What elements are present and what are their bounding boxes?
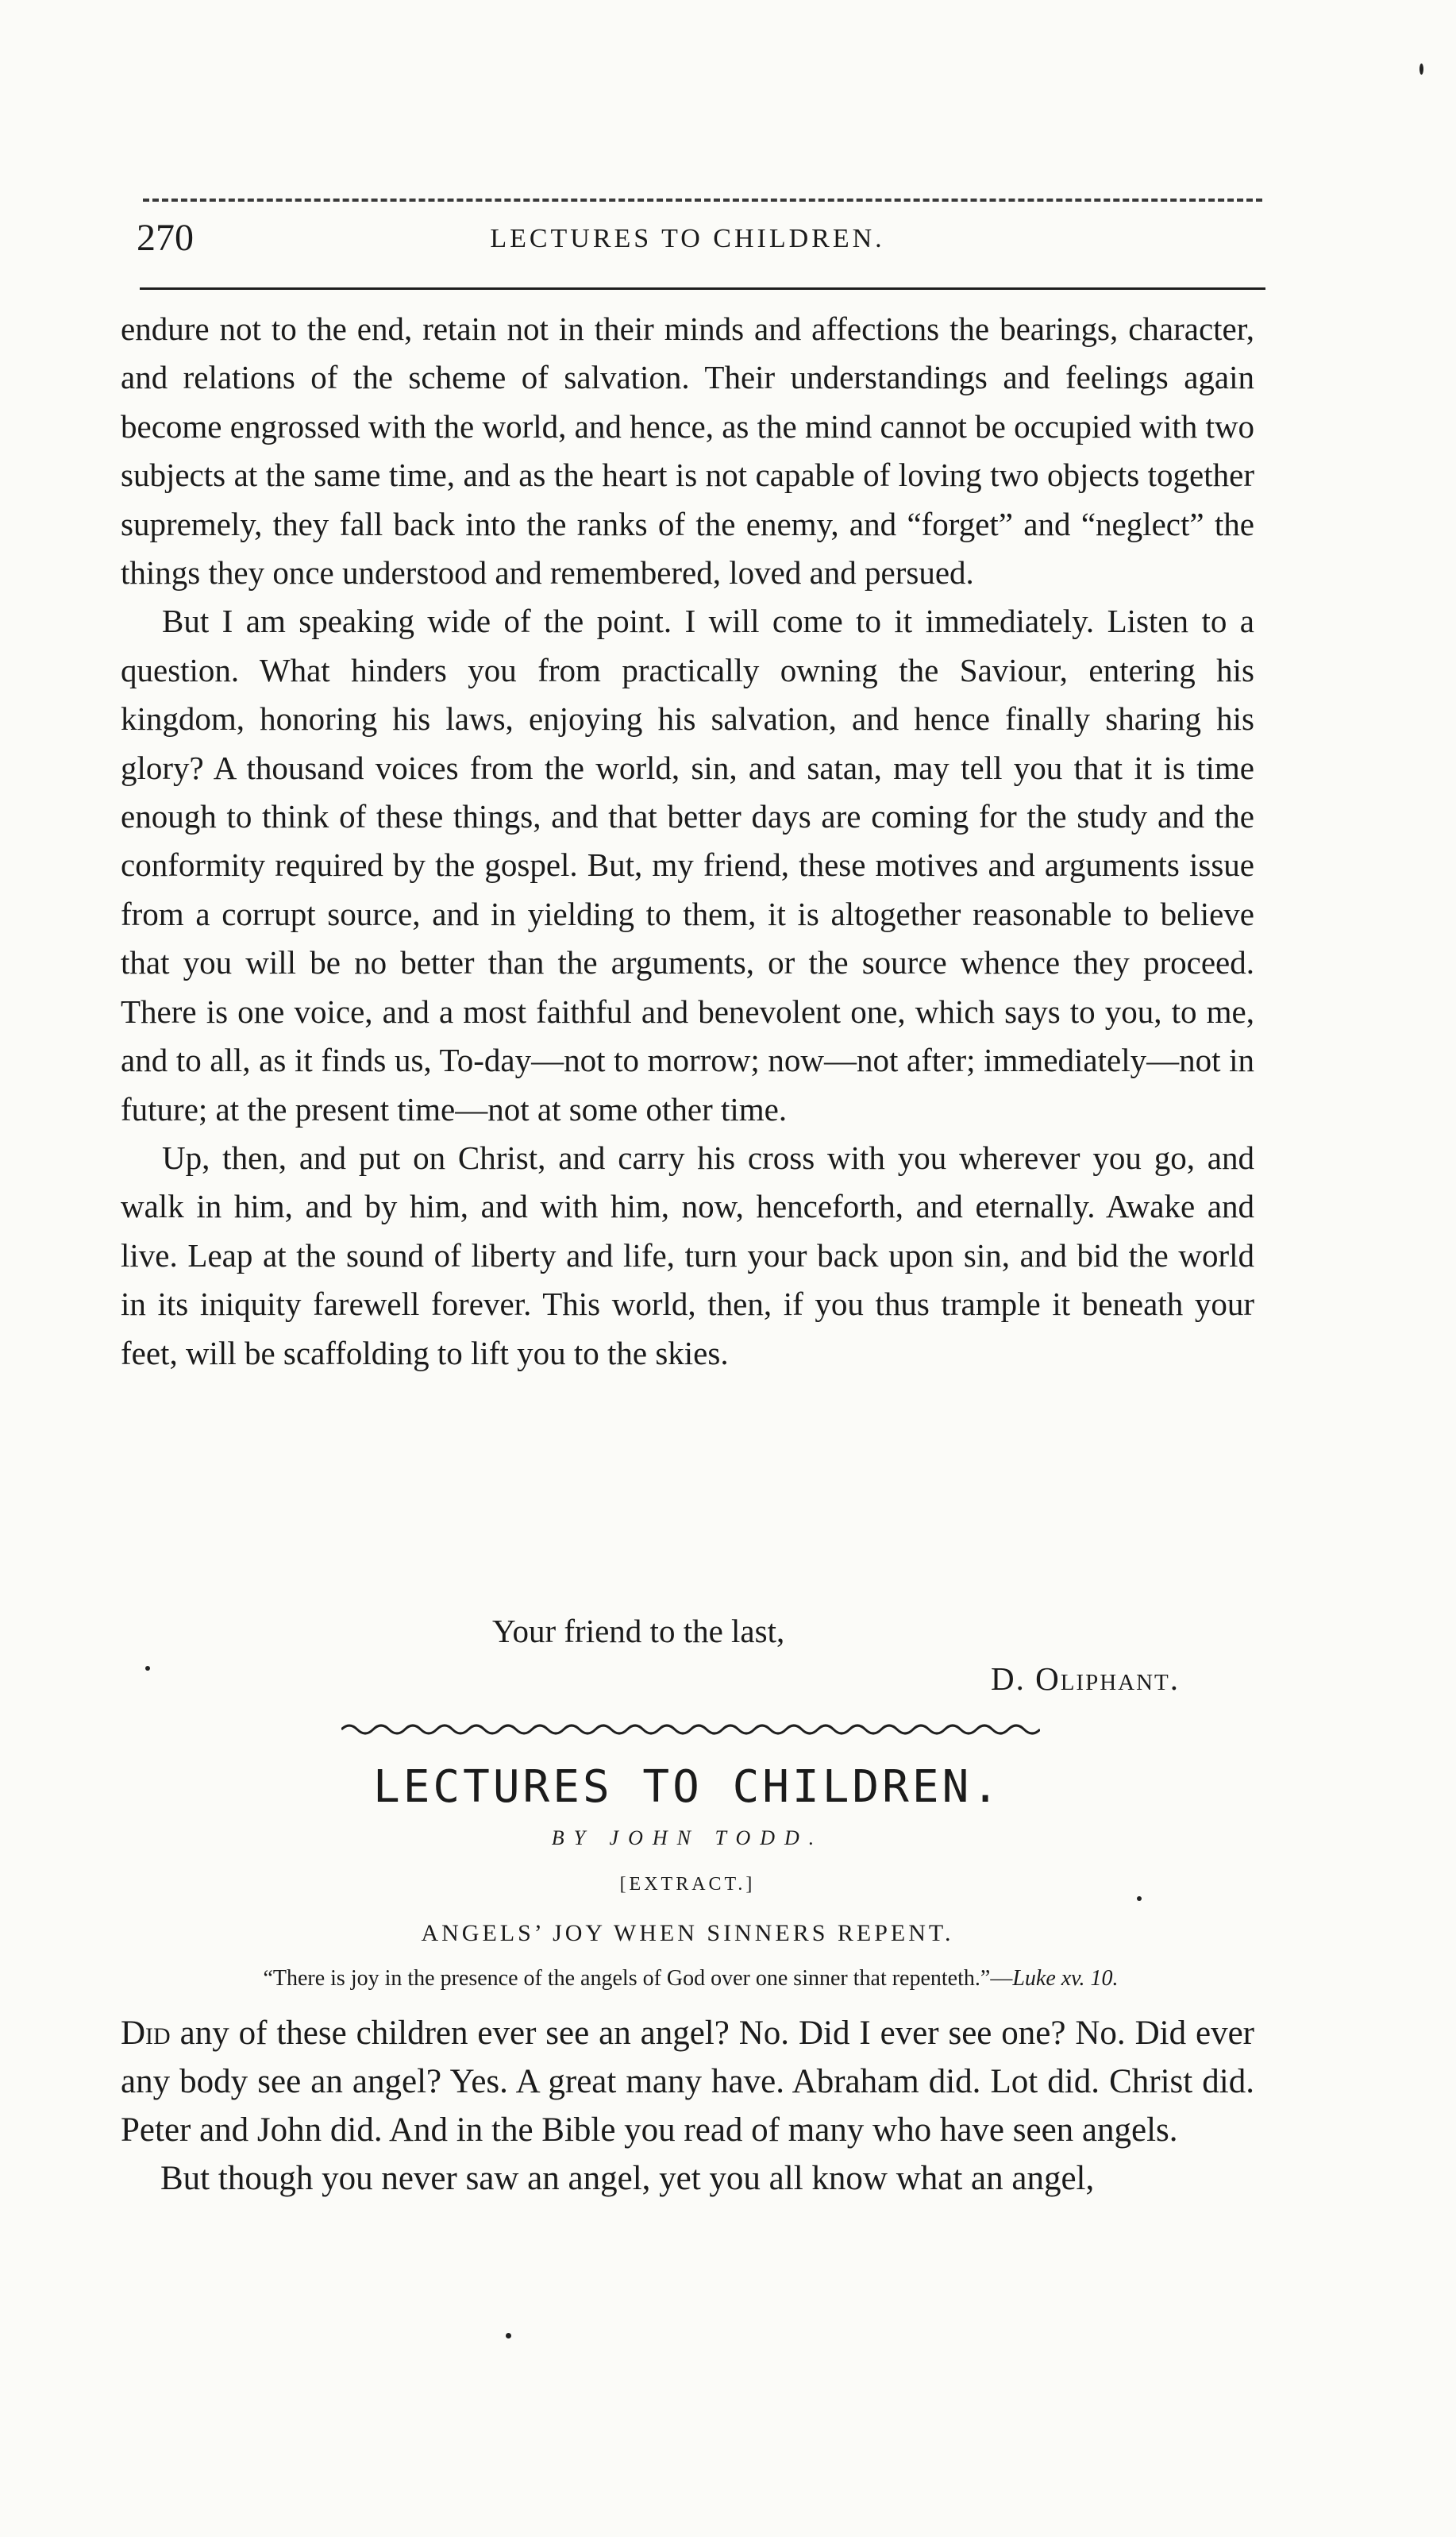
lead-word: Did xyxy=(121,2015,171,2052)
lecture-paragraph-text: any of these children ever see an angel? No. Did I ever see one? No. Did ever any body see an angel? Yes. A great many have. Abraham did. Lot did. Christ did. Peter and John did. And in the Bible you read of many who have seen angels. xyxy=(121,2015,1254,2149)
wavy-divider xyxy=(341,1722,1040,1737)
letter-paragraph: endure not to the end, retain not in their minds and affections the bearings, character, and relations of the scheme of salvation. Their understandings and feelings again become engrossed with the world, and hence, as the mind cannot be occupied with two subjects at the same time, and as the heart is not capable of loving two objects together supremely, they fall back into the ranks of the enemy, and “forget” and “neglect” the things they once understood and remembered, loved and persued. xyxy=(121,310,1254,592)
section-heading: ANGELS’ JOY WHEN SINNERS REPENT. xyxy=(421,1920,954,1946)
epigraph-reference: Luke xv. 10. xyxy=(1012,1966,1119,1991)
letter-paragraph: Up, then, and put on Christ, and carry his cross with you wherever you go, and walk in him, and by him, and with him, now, henceforth, and eternally. Awake and live. Leap at the sound of liberty and life, turn your back upon sin, and bid the world in its iniquity farewell forever. This world, then, if you thus trample it beneath your feet, will be scaffolding to lift you to the skies. xyxy=(121,1139,1254,1371)
ink-speck xyxy=(145,1666,150,1671)
article-title: LECTURES TO CHILDREN. xyxy=(372,1761,1002,1813)
lecture-paragraph xyxy=(121,2009,1254,2154)
letter-closing: Your friend to the last, xyxy=(492,1613,785,1649)
ink-speck xyxy=(1419,64,1423,75)
letter-paragraph: But I am speaking wide of the point. I will come to it immediately. Listen to a question. What hinders you from practically owning the Saviour, entering his kingdom, honoring his laws, enjoying his salvation, and hence finally sharing his glory? A thousand voices from the world, sin, and satan, may tell you that it is time enough to think of these things, and that better days are coming for the study and the conformity required by the gospel. But, my friend, these motives and arguments issue from a corrupt source, and in yielding to them, it is altogether reasonable to believe that you will be no better than the arguments, or the source whence they proceed. There is one voice, and a most faithful and benevolent one, which says to you, to me, and to all, as it finds us, To-day—not to morrow; now—not after; immediately—not in future; at the present time—not at some other time. xyxy=(121,603,1254,1128)
header-rule xyxy=(140,287,1265,290)
letter-signature: D. Oliphant. xyxy=(991,1660,1181,1697)
lecture-paragraph: But though you never saw an angel, yet you all know what an angel, xyxy=(160,2160,1095,2197)
extract-note: [EXTRACT.] xyxy=(619,1874,756,1895)
page-header xyxy=(121,216,1254,264)
letter-body xyxy=(121,305,1254,1378)
article-byline: BY JOHN TODD. xyxy=(551,1826,824,1849)
page-number: 270 xyxy=(137,217,194,259)
lecture-body xyxy=(121,2009,1254,2203)
top-dashed-rule xyxy=(143,199,1262,202)
epigraph xyxy=(127,1966,1254,1991)
running-head: LECTURES TO CHILDREN. xyxy=(490,224,885,253)
epigraph-text: “There is joy in the presence of the angels of God over one sinner that repenteth.”— xyxy=(263,1966,1013,1991)
ink-speck xyxy=(506,2333,511,2338)
ink-speck xyxy=(1137,1896,1142,1901)
